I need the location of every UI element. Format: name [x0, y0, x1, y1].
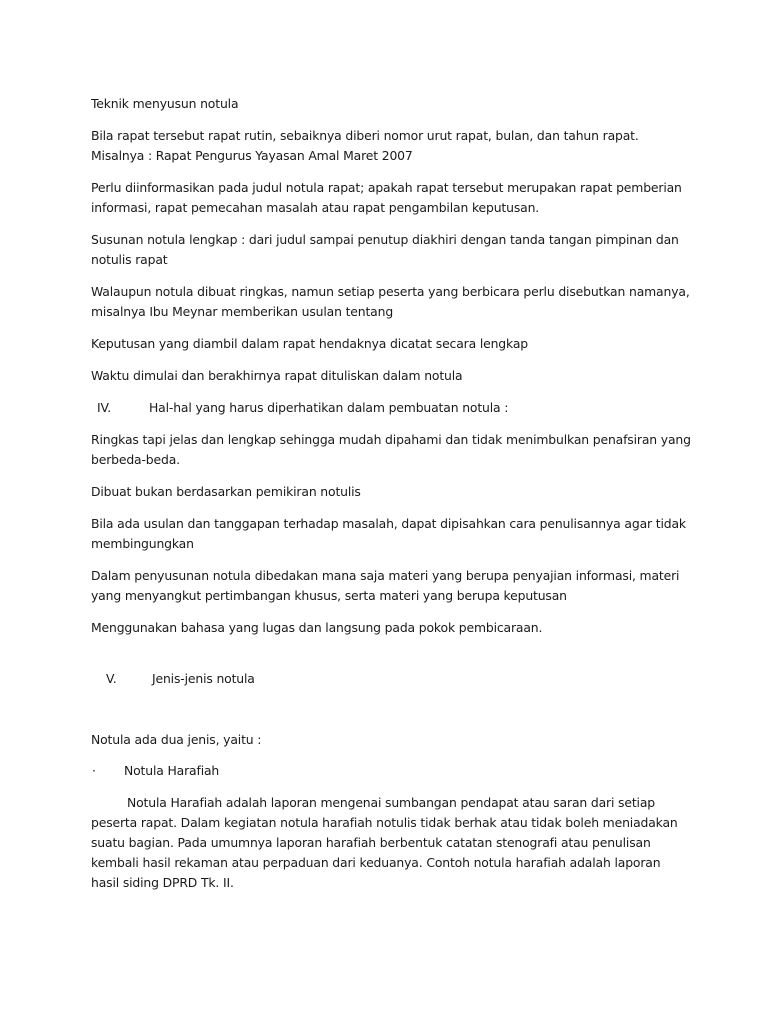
paragraph: Waktu dimulai dan berakhirnya rapat dituliskan dalam notula	[91, 368, 463, 383]
bullet-symbol: ·	[92, 763, 96, 778]
section-heading-iv	[91, 398, 691, 418]
paragraph: Walaupun notula dibuat ringkas, namun setiap peserta yang berbicara perlu disebutkan namanya, misalnya Ibu Meynar memberikan usulan tentang	[91, 284, 690, 319]
paragraph: Perlu diinformasikan pada judul notula rapat; apakah rapat tersebut merupakan rapat pemberian informasi, rapat pemecahan masalah atau rapat pengambilan keputusan.	[91, 180, 682, 215]
section-title: Hal-hal yang harus diperhatikan dalam pembuatan notula :	[149, 400, 509, 415]
description-paragraph: Notula Harafiah adalah laporan mengenai sumbangan pendapat atau saran dari setiap peserta rapat. Dalam kegiatan notula harafiah notulis tidak berhak atau tidak boleh meniadakan suatu bagian. Pada umumnya laporan harafiah berbentuk catatan stenografi atau penulisan kembali hasil rekaman atau perpaduan dari keduanya. Contoh notula harafiah adalah laporan hasil siding DPRD Tk. II.	[91, 795, 678, 890]
section-heading-v	[91, 669, 691, 689]
section-number: V.	[106, 671, 117, 686]
paragraph: Bila ada usulan dan tanggapan terhadap masalah, dapat dipisahkan cara penulisannya agar tidak membingungkan	[91, 516, 686, 551]
bullet-label: Notula Harafiah	[124, 763, 220, 778]
document-page	[91, 94, 691, 893]
paragraph: Dalam penyusunan notula dibedakan mana saja materi yang berupa penyajian informasi, materi yang menyangkut pertimbangan khusus, serta materi yang berupa keputusan	[91, 568, 680, 603]
section-number: IV.	[97, 400, 112, 415]
paragraph: Susunan notula lengkap : dari judul sampai penutup diakhiri dengan tanda tangan pimpinan dan notulis rapat	[91, 232, 679, 267]
document-title: Teknik menyusun notula	[91, 96, 239, 111]
intro-paragraph: Notula ada dua jenis, yaitu :	[91, 732, 262, 747]
paragraph: Menggunakan bahasa yang lugas dan langsung pada pokok pembicaraan.	[91, 620, 543, 635]
paragraph: Ringkas tapi jelas dan lengkap sehingga mudah dipahami dan tidak menimbulkan penafsiran yang berbeda-beda.	[91, 432, 691, 467]
paragraph: Dibuat bukan berdasarkan pemikiran notulis	[91, 484, 361, 499]
bullet-item	[91, 761, 691, 781]
section-title: Jenis-jenis notula	[152, 671, 255, 686]
paragraph: Keputusan yang diambil dalam rapat hendaknya dicatat secara lengkap	[91, 336, 528, 351]
paragraph: Bila rapat tersebut rapat rutin, sebaiknya diberi nomor urut rapat, bulan, dan tahun rapat. Misalnya : Rapat Pengurus Yayasan Amal Maret 2007	[91, 128, 639, 163]
